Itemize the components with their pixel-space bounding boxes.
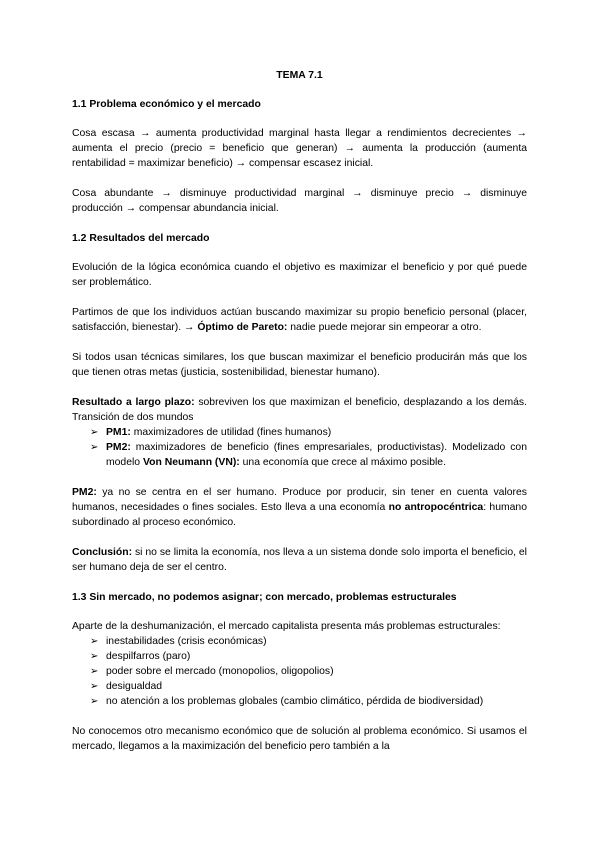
arrow-bullet-icon: ➢ [90, 696, 99, 707]
pm1-text: maximizadores de utilidad (fines humanos) [130, 427, 332, 438]
document-content [72, 68, 527, 769]
pm2-para-label: PM2: [72, 487, 97, 498]
list-item-text: poder sobre el mercado (monopolios, oligopolios) [106, 666, 334, 677]
paragraph-tecnicas: Si todos usan técnicas similares, los que buscan maximizar el beneficio producirán más que los que tienen otras metas (justicia, sostenibilidad, bienestar humano). [72, 352, 527, 378]
paragraph-aparte: Aparte de la deshumanización, el mercado capitalista presenta más problemas estructurales: [72, 621, 501, 632]
list-item [90, 664, 527, 679]
arrow-bullet-icon: ➢ [90, 636, 99, 647]
list-item-text: despilfarros (paro) [106, 651, 191, 662]
list-item-text: no atención a los problemas globales (cambio climático, pérdida de biodiversidad) [106, 696, 484, 707]
pm2-label: PM2: [106, 442, 131, 453]
arrow-bullet-icon: ➢ [90, 442, 99, 453]
list-item-text: inestabilidades (crisis económicas) [106, 636, 267, 647]
list-item [90, 634, 527, 649]
pm2-para-text-d: : humano subordinado al proceso económico. [72, 502, 527, 528]
paragraph-evolucion: Evolución de la lógica económica cuando el objetivo es maximizar el beneficio y por qué puede ser problemático. [72, 262, 527, 288]
paragraph-cosa-abundante: Cosa abundante → disminuye productividad marginal → disminuye precio → disminuye producción → compensar abundancia inicial. [72, 188, 527, 214]
conclusion-text: si no se limita la economía, nos lleva a un sistema donde solo importa el beneficio, el ser humano deja de ser el centro. [72, 547, 527, 573]
pm2-vn-term: Von Neumann (VN): [142, 457, 240, 468]
paragraph-pm2 [72, 485, 527, 530]
list-item [90, 694, 527, 709]
paragraph-resultado [72, 395, 527, 425]
list-item-pm2 [90, 440, 527, 470]
pareto-text-c: nadie puede mejorar sin empeorar a otro. [287, 322, 482, 333]
paragraph-pareto [72, 305, 527, 335]
section-heading-1-3: 1.3 Sin mercado, no podemos asignar; con mercado, problemas estructurales [72, 592, 457, 603]
section-heading-1-1: 1.1 Problema económico y el mercado [72, 99, 261, 110]
paragraph-cosa-escasa: Cosa escasa → aumenta productividad marginal hasta llegar a rendimientos decrecientes → aumenta el precio (precio = beneficio que generan) → aumenta la producción (aumenta rentabilidad = maximizar beneficio) → compensar escasez inicial. [72, 128, 527, 169]
list-item [90, 679, 527, 694]
pm2-text-b: una economía que crece al máximo posible. [239, 457, 446, 468]
page-title: TEMA 7.1 [276, 70, 323, 81]
list-item [90, 649, 527, 664]
arrow-bullet-icon: ➢ [90, 651, 99, 662]
no-antropocentrica-term: no antropocéntrica [388, 502, 484, 513]
pm1-label: PM1: [106, 427, 131, 438]
conclusion-term: Conclusión: [72, 547, 133, 558]
arrow-bullet-icon: ➢ [90, 427, 99, 438]
arrow-bullet-icon: ➢ [90, 681, 99, 692]
pm2-text-a: maximizadores de beneficio (fines empresariales, productivistas). Modelizado con modelo [106, 442, 527, 468]
pm-list [72, 425, 527, 470]
arrow-bullet-icon: ➢ [90, 666, 99, 677]
list-item-pm1 [90, 425, 527, 440]
pareto-text-a: Partimos de que los individuos actúan buscando maximizar su propio beneficio personal (placer, satisfacción, bienestar). → [72, 307, 527, 333]
section-heading-1-2: 1.2 Resultados del mercado [72, 233, 210, 244]
resultado-text: sobreviven los que maximizan el beneficio, desplazando a los demás. Transición de dos mundos [72, 397, 527, 423]
problems-list [72, 634, 527, 709]
pareto-term: Óptimo de Pareto: [197, 322, 288, 333]
paragraph-conclusion [72, 545, 527, 575]
pm2-para-text-b: ya no se centra en el ser humano. Produce por producir, sin tener en cuenta valores humanos, necesidades o fines sociales. Esto lleva a una economía [72, 487, 527, 513]
paragraph-no-conocemos: No conocemos otro mecanismo económico que de solución al problema económico. Si usamos el mercado, llegamos a la maximización del beneficio pero también a la [72, 726, 527, 752]
list-item-text: desigualdad [106, 681, 163, 692]
resultado-term: Resultado a largo plazo: [72, 397, 195, 408]
